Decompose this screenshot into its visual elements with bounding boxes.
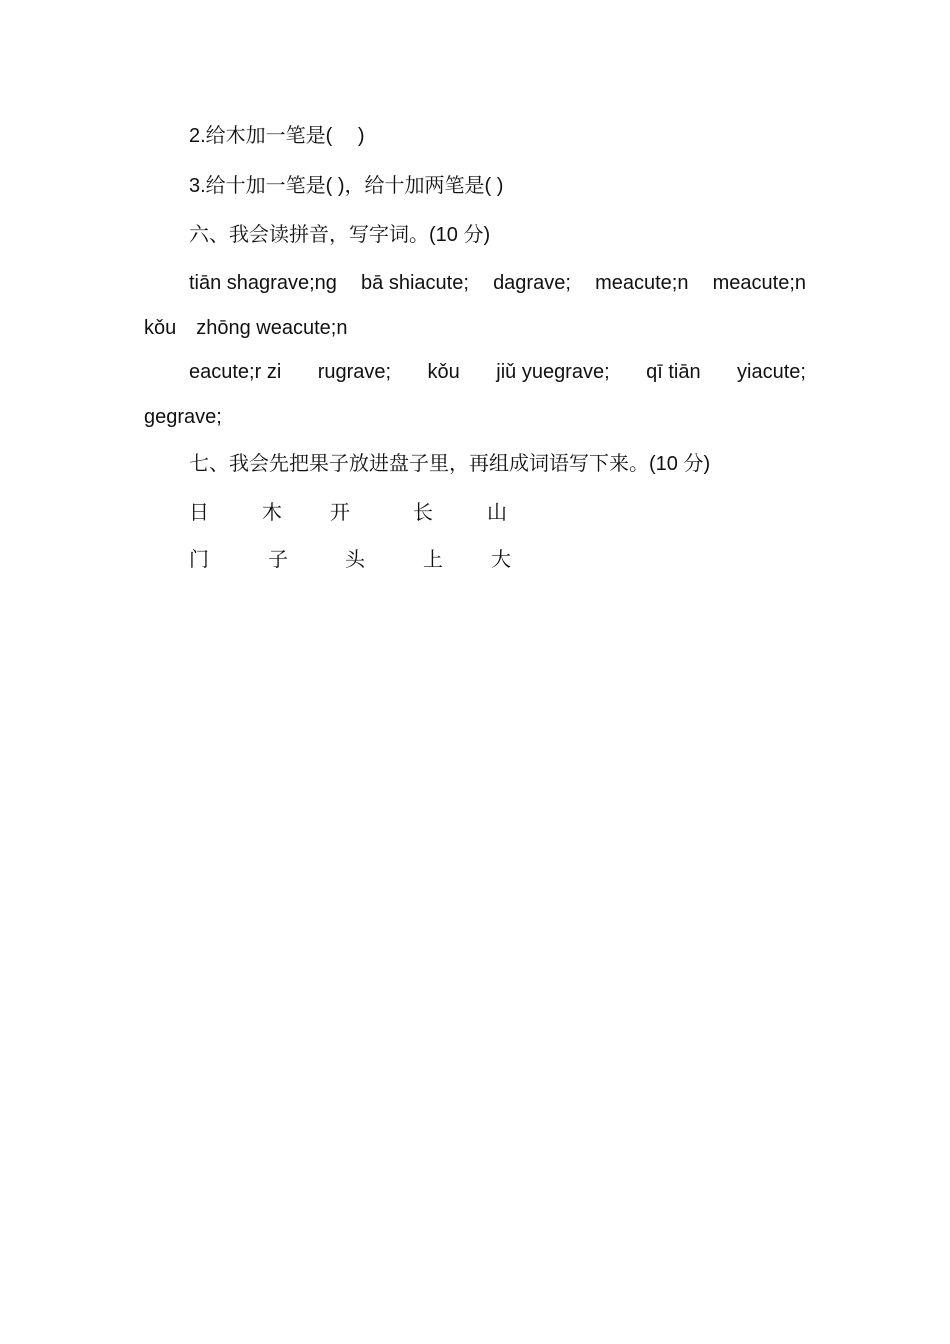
pinyin-row-2-continued: gegrave; <box>144 406 222 428</box>
fruit-character: 头 <box>345 549 365 571</box>
fruit-character: 子 <box>268 549 288 571</box>
pinyin-row-2 <box>189 360 806 384</box>
pinyin-item: tiān shagrave;ng <box>189 272 337 294</box>
pinyin-item: rugrave; <box>317 361 392 383</box>
section-7-heading: 七、我会先把果子放进盘子里，再组成词语写下来。(10 分) <box>189 453 711 475</box>
pinyin-item: meacute;n <box>595 272 689 294</box>
question-2: 2.给木加一笔是( ) <box>189 125 365 147</box>
question-3: 3.给十加一笔是( )，给十加两笔是( ) <box>189 175 504 197</box>
fruit-character: 山 <box>487 502 507 524</box>
pinyin-item: eacute;r zi <box>189 361 282 383</box>
fruit-characters-row-1 <box>189 501 806 525</box>
fruit-character: 上 <box>423 549 443 571</box>
pinyin-row-1-continued: kǒu zhōng weacute;n <box>144 317 348 339</box>
pinyin-item: dagrave; <box>493 272 571 294</box>
pinyin-item: kǒu <box>427 361 460 383</box>
fruit-character: 开 <box>330 502 350 524</box>
fruit-characters-row-2 <box>189 548 806 572</box>
fruit-character: 木 <box>262 502 282 524</box>
section-6-heading: 六、我会读拼音，写字词。(10 分) <box>189 224 491 246</box>
pinyin-item: qī tiān <box>646 361 701 383</box>
pinyin-item: meacute;n <box>712 272 806 294</box>
fruit-character: 门 <box>189 549 209 571</box>
fruit-character: 日 <box>189 502 209 524</box>
pinyin-item: bā shiacute; <box>361 272 469 294</box>
fruit-character: 大 <box>491 549 511 571</box>
pinyin-item: jiǔ yuegrave; <box>496 361 610 383</box>
fruit-character: 长 <box>413 502 433 524</box>
pinyin-row-1 <box>189 271 806 295</box>
pinyin-item: yiacute; <box>737 361 806 383</box>
